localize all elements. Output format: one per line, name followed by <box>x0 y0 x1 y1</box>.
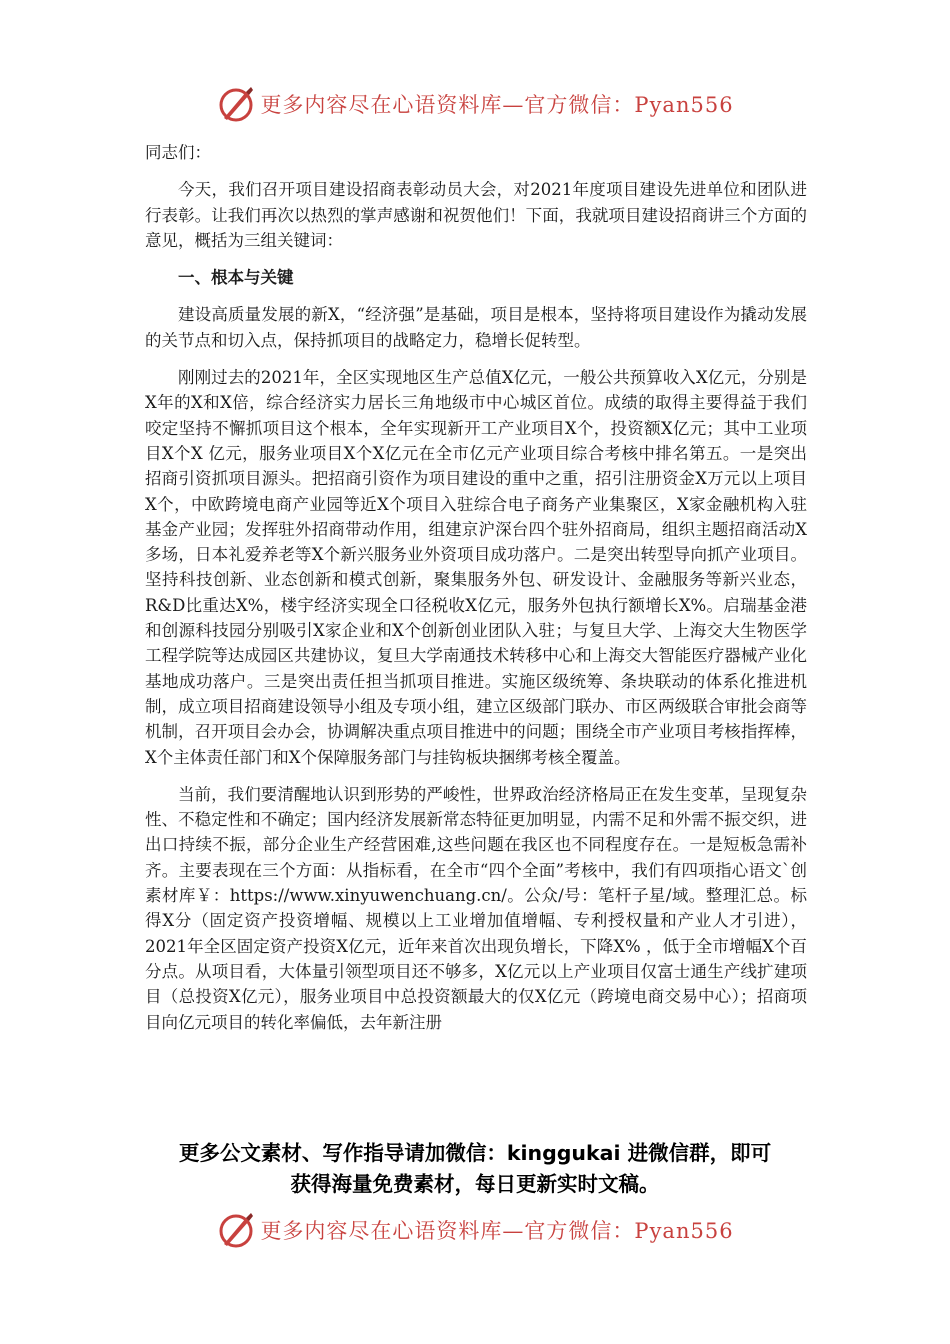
footer-note-line: 更多公文素材、写作指导请加微信：kinggukai 进微信群，即可 <box>178 1141 772 1165</box>
footer-note <box>100 1138 850 1200</box>
document-body <box>145 140 807 1047</box>
body-paragraph: 建设高质量发展的新X，“经济强”是基础，项目是根本，坚持将项目建设作为撬动发展的关节点和切入点，保持抓项目的战略定力，稳增长促转型。 <box>145 305 807 350</box>
banner-text: 更多内容尽在心语资料库—官方微信：Pyan556 <box>260 1219 734 1243</box>
header-banner <box>0 84 950 124</box>
pen-circle-logo-icon <box>216 1210 256 1250</box>
footer-banner <box>0 1210 950 1250</box>
pen-circle-logo-icon <box>216 84 256 124</box>
body-paragraph: 刚刚过去的2021年，全区实现地区生产总值X亿元，一般公共预算收入X亿元，分别是X年的X和X倍，综合经济实力居长三角地级市中心城区首位。成绩的取得主要得益于我们咬定坚持不懈抓项目这个根本，全年实现新开工产业项目X个，投资额X亿元；其中工业项目X个X 亿元，服务业项目X个X亿元在全市亿元产业项目综合考核中排名第五。一是突出招商引资抓项目源头。把招商引资作为项目建设的重中之重，招引注册资金X万元以上项目X个，中欧跨境电商产业园等近X个项目入驻综合电子商务产业集聚区，X家金融机构入驻基金产业园；发挥驻外招商带动作用，组建京沪深台四个驻外招商局，组织主题招商活动X多场，日本礼爱养老等X个新兴服务业外资项目成功落户。二是突出转型导向抓产业项目。坚持科技创新、业态创新和模式创新，聚集服务外包、研发设计、金融服务等新兴业态，R&D比重达X%，楼宇经济实现全口径税收X亿元，服务外包执行额增长X%。启瑞基金港和创源科技园分别吸引X家企业和X个创新创业团队入驻；与复旦大学、上海交大生物医学工程学院等达成园区共建协议，复旦大学南通技术转移中心和上海交大智能医疗器械产业化基地成功落户。三是突出责任担当抓项目推进。实施区级统筹、条块联动的体系化推进机制，成立项目招商建设领导小组及专项小组，建立区级部门联办、市区两级联合审批会商等机制，召开项目会办会，协调解决重点项目推进中的问题；围绕全市产业项目考核指挥棒，X个主体责任部门和X个保障服务部门与挂钩板块捆绑考核全覆盖。 <box>145 368 807 767</box>
intro-paragraph: 今天，我们召开项目建设招商表彰动员大会，对2021年度项目建设先进单位和团队进行表彰。让我们再次以热烈的掌声感谢和祝贺他们！下面，我就项目建设招商讲三个方面的意见，概括为三组关键词： <box>145 180 807 250</box>
salutation: 同志们： <box>145 143 211 162</box>
footer-note-line: 获得海量免费素材，每日更新实时文稿。 <box>290 1172 660 1196</box>
banner-text: 更多内容尽在心语资料库—官方微信：Pyan556 <box>260 93 734 117</box>
section-heading: 一、根本与关键 <box>178 268 294 288</box>
body-paragraph: 当前，我们要清醒地认识到形势的严峻性，世界政治经济格局正在发生变革，呈现复杂性、不稳定性和不确定；国内经济发展新常态特征更加明显，内需不足和外需不振交织，进出口持续不振，部分企业生产经营困难,这些问题在我区也不同程度存在。一是短板急需补齐。主要表现在三个方面：从指标看，在全市“四个全面”考核中，我们有四项指心语文`创素材库￥：https://www.xinyuwenchuang.cn/。公众/号：笔杆子星/域。整理汇总。标得X分（固定资产投资增幅、规模以上工业增加值增幅、专利授权量和产业人才引进），2021年全区固定资产投资X亿元，近年来首次出现负增长，下降X% ，低于全市增幅X个百分点。从项目看，大体量引领型项目还不够多，X亿元以上产业项目仅富士通生产线扩建项目（总投资X亿元），服务业项目中总投资额最大的仅X亿元（跨境电商交易中心）；招商项目向亿元项目的转化率偏低，去年新注册 <box>145 784 807 1032</box>
